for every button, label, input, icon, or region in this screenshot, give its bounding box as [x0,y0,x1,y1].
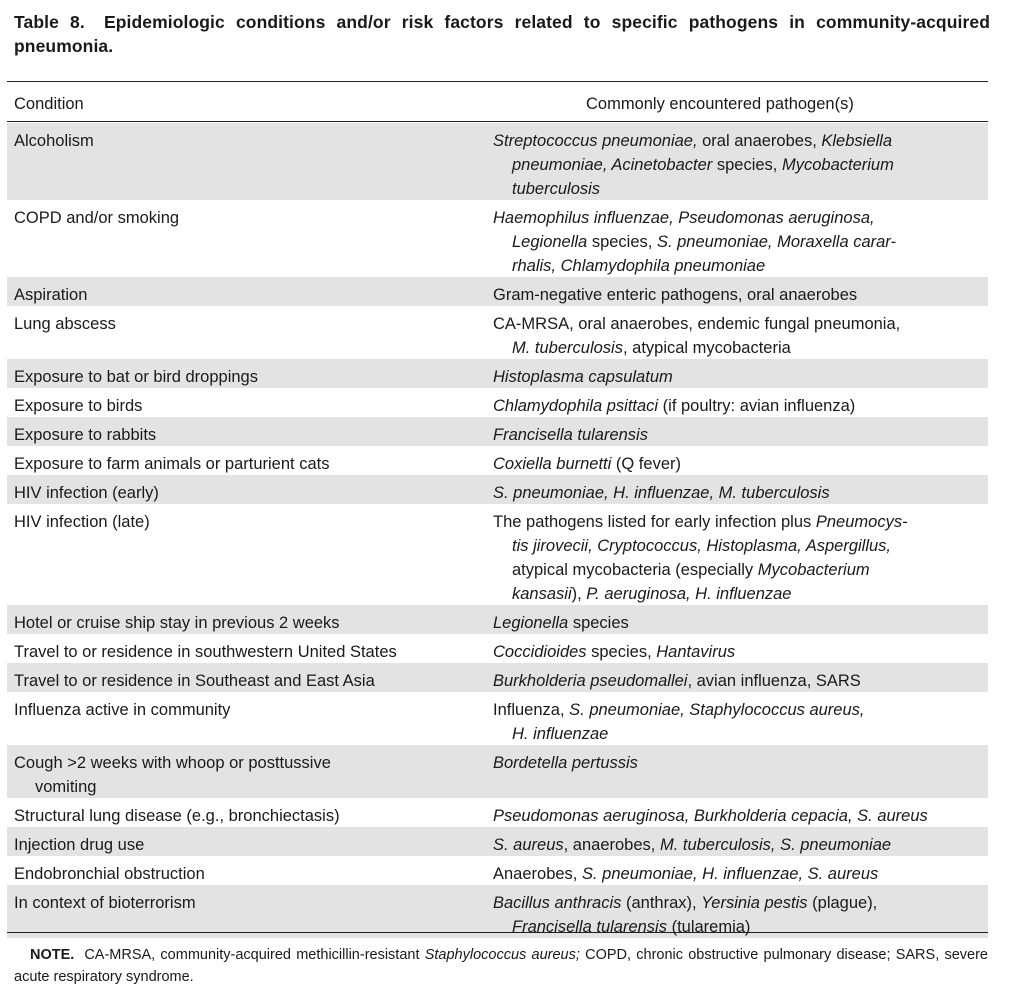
table-row [7,605,988,634]
table-row [7,745,988,798]
condition-cell [14,751,484,799]
pathogen-text: ), [571,585,587,603]
pathogen-line [493,534,989,558]
pathogen-text: S. pneumoniae, H. influenzae, M. tuberculosis [493,484,830,502]
pathogen-text: Klebsiella [821,132,893,150]
table-number: Table 8. [14,12,85,32]
pathogen-line [493,510,989,534]
pathogen-line [493,891,989,915]
condition-cell [14,452,484,476]
condition-cell [14,833,484,857]
table-title: Epidemiologic conditions and/or risk factors related to specific pathogens in community-acquired pneumonia. [14,12,990,56]
condition-cell [14,423,484,447]
pathogen-text: Yersinia pestis [701,894,808,912]
pathogen-line [493,640,989,664]
condition-text: Injection drug use [14,836,145,854]
table-row [7,123,988,200]
pathogen-text: S. pneumoniae, Moraxella carar- [656,233,897,251]
condition-text: Exposure to birds [14,397,143,415]
pathogen-text: M. tuberculosis, S. pneumoniae [659,836,892,854]
pathogen-text: (plague), [807,894,878,912]
pathogen-text: (if poultry: avian influenza) [658,397,856,415]
pathogen-cell [493,452,989,476]
condition-text: Exposure to farm animals or parturient cats [14,455,330,473]
pathogen-text: Legionella [493,614,569,632]
note-segment: COPD, chronic obstructive pulmonary disease; SARS, severe acute respiratory syndrome. [14,947,988,985]
condition-text: Structural lung disease (e.g., bronchiectasis) [14,807,340,825]
pathogen-text: species, [712,156,782,174]
pathogen-cell [493,698,989,746]
pathogen-cell [493,611,989,635]
pathogen-text: Hantavirus [656,643,736,661]
pathogen-text: Burkholderia pseudomallei [493,672,688,690]
pathogen-cell [493,283,989,307]
pathogen-cell [493,751,989,775]
pathogen-cell [493,640,989,664]
condition-text: Alcoholism [14,132,94,150]
condition-text: Aspiration [14,286,88,304]
pathogen-text: species [568,614,629,632]
table-row [7,856,988,885]
table-row [7,798,988,827]
pathogen-cell [493,862,989,886]
pathogen-text: tuberculosis [512,180,601,198]
pathogen-line [493,669,989,693]
table-row [7,663,988,692]
pathogen-line [493,365,989,389]
header-pathogens: Commonly encountered pathogen(s) [586,95,854,113]
condition-cell [14,365,484,389]
condition-text: HIV infection (late) [14,513,150,531]
pathogen-text: (tularemia) [666,918,751,936]
table-row [7,475,988,504]
condition-text: Exposure to bat or bird droppings [14,368,258,386]
pathogen-line [493,129,989,153]
pathogen-text: , atypical mycobacteria [622,339,791,357]
pathogen-line [493,862,989,886]
table-row [7,359,988,388]
note-segment: CA-MRSA, community-acquired methicillin-resistant [84,947,425,963]
condition-cell [14,129,484,153]
pathogen-line [493,452,989,476]
pathogen-line [493,558,989,582]
pathogen-text: S. pneumoniae, H. influenzae, S. aureus [581,865,879,883]
table-caption [14,10,990,58]
pathogen-text: (anthrax), [621,894,702,912]
condition-cell [14,804,484,828]
table-row [7,277,988,306]
pathogen-line [493,582,989,606]
condition-cell [14,206,484,230]
pathogen-cell [493,481,989,505]
pathogen-line [493,481,989,505]
pathogen-line [493,611,989,635]
condition-text: Travel to or residence in southwestern United States [14,643,397,661]
table-row [7,634,988,663]
pathogen-line [493,177,989,201]
condition-text: Influenza active in community [14,701,231,719]
note-text [14,947,988,985]
header-rule [7,121,988,122]
condition-cell [14,862,484,886]
pathogen-line [493,230,989,254]
pathogen-line [493,153,989,177]
pathogen-text: Histoplasma capsulatum [493,368,673,386]
pathogen-cell [493,510,989,606]
condition-text: Lung abscess [14,315,116,333]
table-row [7,885,988,938]
condition-text: In context of bioterrorism [14,894,196,912]
pathogen-text: oral anaerobes, [697,132,822,150]
condition-text: Endobronchial obstruction [14,865,205,883]
pathogen-text: S. pneumoniae, Staphylococcus aureus, [569,701,865,719]
pathogen-line [493,206,989,230]
pathogen-text: rhalis, Chlamydophila pneumoniae [512,257,766,275]
pathogen-text: Anaerobes, [493,865,582,883]
table-row [7,200,988,277]
pathogen-line [493,283,989,307]
pathogen-text: species, [587,233,657,251]
pathogen-text: S. aureus [493,836,564,854]
pathogen-text: atypical mycobacteria (especially [512,561,758,579]
pathogen-text: Coxiella burnetti [493,455,612,473]
condition-cell [14,283,484,307]
pathogen-line [493,722,989,746]
note-label: NOTE. [30,947,75,963]
pathogen-line [493,804,989,828]
pathogen-cell [493,129,989,201]
pathogen-line [493,336,989,360]
pathogen-text: tis jirovecii, Cryptococcus, Histoplasma, Aspergillus, [512,537,892,555]
pathogen-text: M. tuberculosis [512,339,623,357]
pathogen-line [493,915,989,939]
condition-text: HIV infection (early) [14,484,159,502]
note-segment: Staphylococcus aureus; [424,947,580,963]
pathogen-cell [493,423,989,447]
pathogen-text: species, [586,643,657,661]
pathogen-cell [493,365,989,389]
pathogen-text: (Q fever) [611,455,681,473]
pathogen-text: P. aeruginosa, H. influenzae [586,585,792,603]
condition-text: COPD and/or smoking [14,209,180,227]
table-row [7,306,988,359]
pathogen-text: Chlamydophila psittaci [493,397,659,415]
table-row [7,504,988,605]
condition-cell [14,611,484,635]
pathogen-text: kansasii [512,585,572,603]
condition-cell [14,891,484,915]
pathogen-text: Francisella tularensis [512,918,667,936]
pathogen-line [493,312,989,336]
pathogen-text: pneumoniae, Acinetobacter [512,156,713,174]
condition-cell [14,394,484,418]
table-body [7,123,988,938]
pathogen-text: Francisella tularensis [493,426,648,444]
condition-text: vomiting [35,778,97,796]
pathogen-text: Gram-negative enteric pathogens, oral anaerobes [493,286,858,304]
pathogen-text: Bordetella pertussis [493,754,638,772]
pathogen-text: Bacillus anthracis [493,894,622,912]
table-row [7,827,988,856]
pathogen-text: Pseudomonas aeruginosa, Burkholderia cepacia, S. aureus [493,807,928,825]
pathogen-text: Haemophilus influenzae, Pseudomonas aeruginosa, [493,209,875,227]
bottom-rule [7,932,988,933]
pathogen-text: Legionella [512,233,588,251]
pathogen-text: H. influenzae [512,725,609,743]
pathogen-cell [493,833,989,857]
pathogen-text: Pneumocys- [815,513,908,531]
pathogen-cell [493,394,989,418]
table-row [7,692,988,745]
pathogen-line [493,751,989,775]
header-condition: Condition [14,95,84,113]
pathogen-text: Mycobacterium [781,156,894,174]
pathogen-cell [493,312,989,360]
pathogen-cell [493,206,989,278]
pathogen-text: , anaerobes, [563,836,660,854]
pathogen-text: Mycobacterium [757,561,870,579]
condition-cell [14,640,484,664]
condition-cell [14,481,484,505]
table-row [7,388,988,417]
condition-text: Exposure to rabbits [14,426,157,444]
condition-cell [14,698,484,722]
condition-text: Cough >2 weeks with whoop or posttussive [14,754,331,772]
pathogen-text: The pathogens listed for early infection plus [493,513,816,531]
condition-cell [14,669,484,693]
condition-text: Travel to or residence in Southeast and East Asia [14,672,375,690]
pathogen-line [493,423,989,447]
pathogen-text: CA-MRSA, oral anaerobes, endemic fungal pneumonia, [493,315,901,333]
pathogen-line [493,394,989,418]
pathogen-text: Influenza, [493,701,570,719]
pathogen-line [493,254,989,278]
top-rule [7,81,988,82]
condition-cell [14,510,484,534]
pathogen-line [493,698,989,722]
table-row [7,417,988,446]
condition-cell [14,312,484,336]
table-note [14,944,988,988]
pathogen-line [493,833,989,857]
pathogen-text: Coccidioides [493,643,587,661]
condition-text: Hotel or cruise ship stay in previous 2 weeks [14,614,340,632]
pathogen-text: Streptococcus pneumoniae, [493,132,698,150]
pathogen-cell [493,804,989,828]
table-row [7,446,988,475]
pathogen-text: , avian influenza, SARS [687,672,861,690]
pathogen-cell [493,669,989,693]
